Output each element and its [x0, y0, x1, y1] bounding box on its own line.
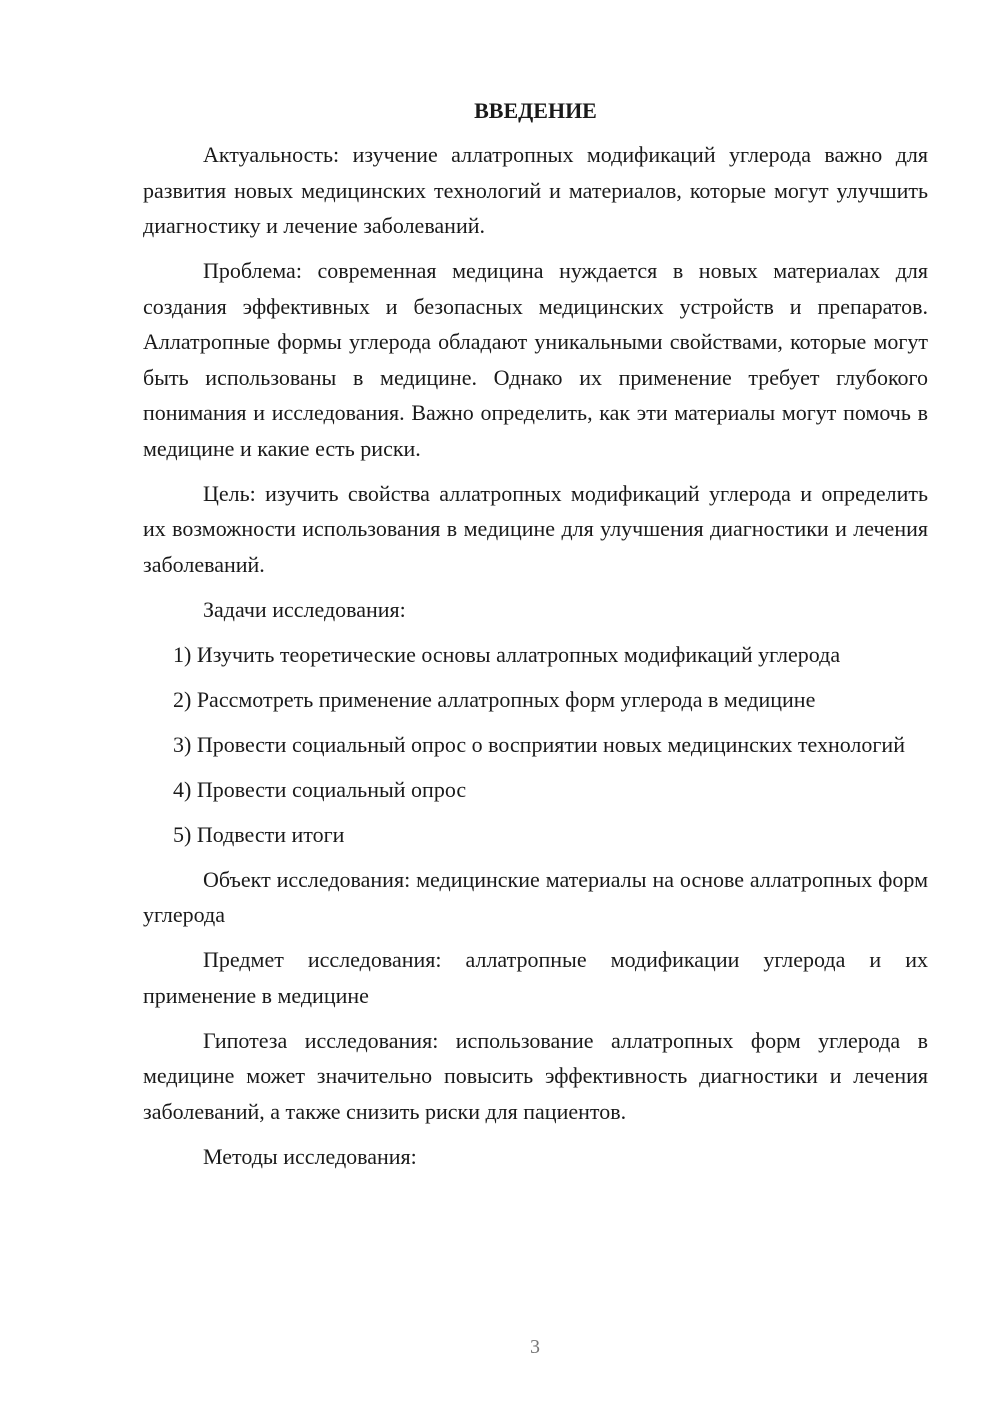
paragraph-relevance: Актуальность: изучение аллатропных модификаций углерода важно для развития новых медицинских технологий и материалов, которые могут улучшить диагностику и лечение заболеваний.	[143, 142, 928, 238]
task-item-5: 5) Подвести итоги	[173, 821, 345, 847]
task-item-1: 1) Изучить теоретические основы аллатропных модификаций углерода	[173, 641, 841, 667]
page-content	[143, 94, 928, 1184]
paragraph-goal: Цель: изучить свойства аллатропных модификаций углерода и определить их возможности использования в медицине для улучшения диагностики и лечения заболеваний.	[143, 480, 928, 577]
task-item-2: 2) Рассмотреть применение аллатропных форм углерода в медицине	[173, 686, 816, 712]
paragraph-object: Объект исследования: медицинские материалы на основе аллатропных форм углерода	[143, 866, 928, 927]
section-heading: ВВЕДЕНИЕ	[474, 98, 597, 123]
paragraph-subject: Предмет исследования: аллатропные модификации углерода и их применение в медицине	[143, 947, 928, 1008]
paragraph-problem: Проблема: современная медицина нуждается в новых материалах для создания эффективных и безопасных медицинских устройств и препаратов. Аллатропные формы углерода обладают уникальными свойствами, которые могут быть использованы в медицине. Однако их применение требует глубокого понимания и исследования. Важно определить, как эти материалы могут помочь в медицине и какие есть риски.	[143, 258, 928, 461]
paragraph-hypothesis: Гипотеза исследования: использование аллатропных форм углерода в медицине может значительно повысить эффективность диагностики и лечения заболеваний, а также снизить риски для пациентов.	[143, 1027, 928, 1124]
page-number: 3	[530, 1336, 540, 1358]
task-item-4: 4) Провести социальный опрос	[173, 776, 467, 802]
paragraph-methods: Методы исследования:	[203, 1143, 417, 1169]
paragraph-tasks-heading: Задачи исследования:	[203, 596, 406, 622]
task-item-3: 3) Провести социальный опрос о восприятии новых медицинских технологий	[173, 731, 905, 757]
